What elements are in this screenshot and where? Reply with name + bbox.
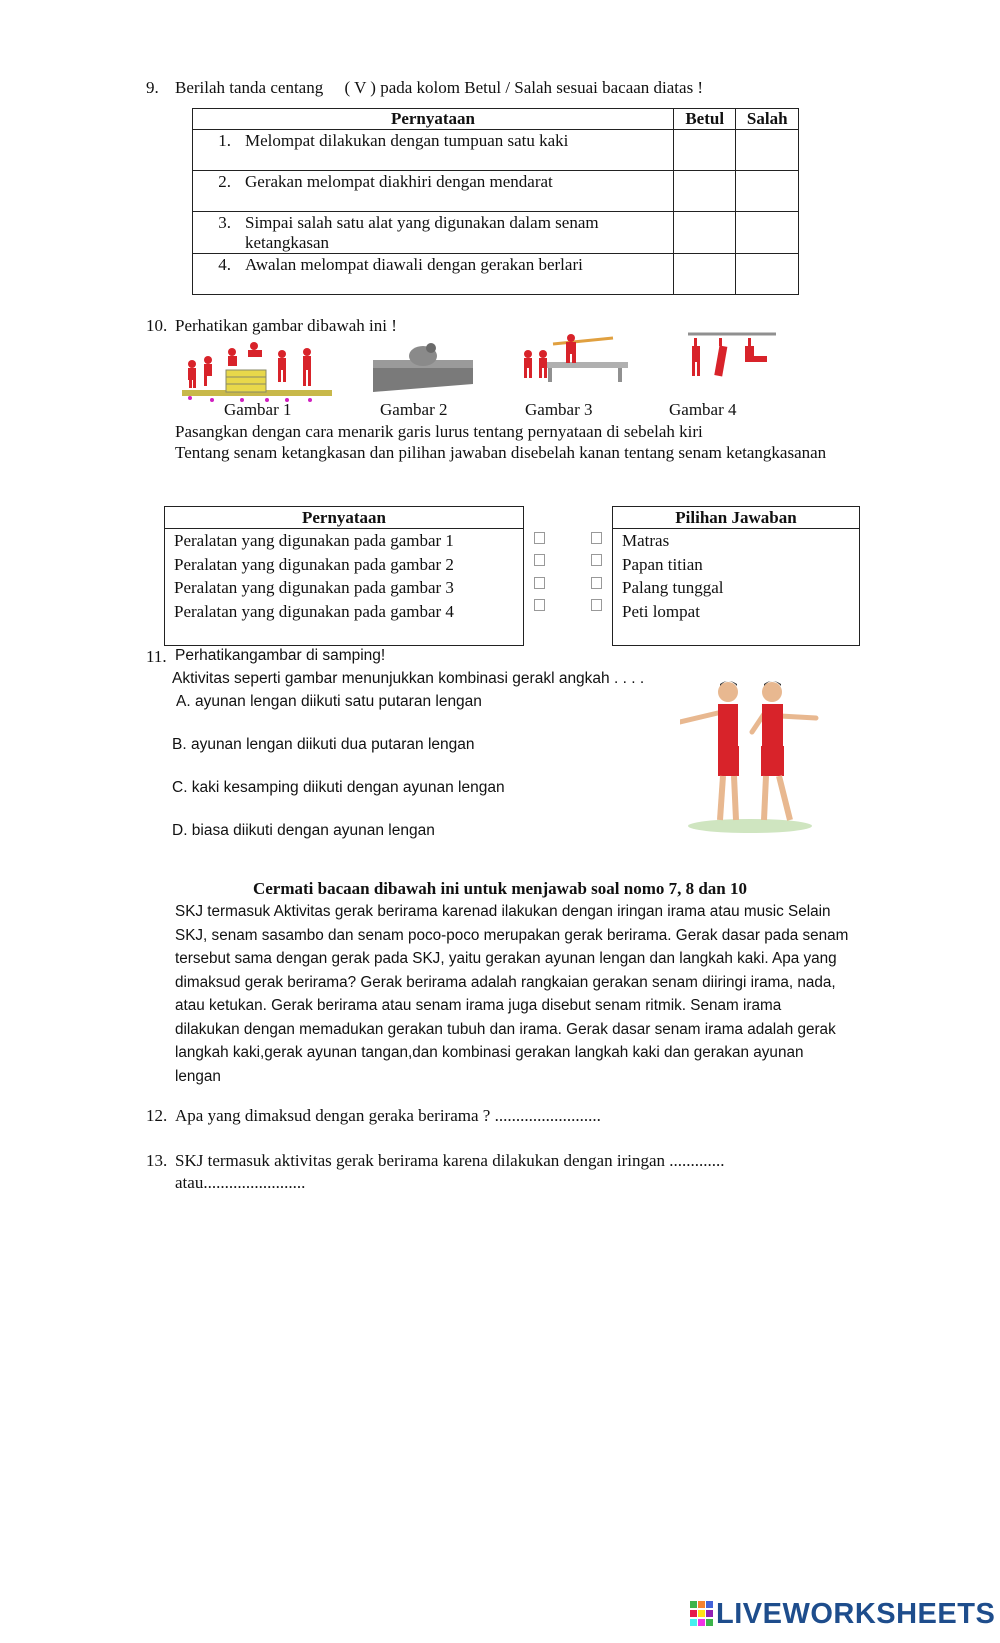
gambar-1-caption: Gambar 1 bbox=[224, 400, 292, 419]
q9-table bbox=[192, 108, 799, 295]
q12-number: 12. bbox=[146, 1106, 168, 1125]
reading-line: SKJ, senam sasambo dan senam poco-poco merupakan gerak berirama. Gerak dasar pada senam bbox=[175, 926, 849, 944]
gambar-2-mat-image bbox=[373, 340, 473, 392]
statement-item-4: Peralatan yang digunakan pada gambar 4 bbox=[174, 601, 454, 621]
answer-item-4: Peti lompat bbox=[622, 601, 700, 621]
q9-row bbox=[193, 254, 799, 295]
q11-option-d[interactable]: D. biasa diikuti dengan ayunan lengan bbox=[172, 822, 435, 839]
q9-row-text: Gerakan melompat diakhiri dengan mendarat bbox=[245, 172, 553, 191]
q11-option-c[interactable]: C. kaki kesamping diikuti dengan ayunan lengan bbox=[172, 779, 505, 796]
reading-line: tersebut sama dengan gerak pada SKJ, yaitu gerakan ayunan lengan dan langkah kaki. Apa yang bbox=[175, 950, 837, 967]
answer-box bbox=[612, 506, 860, 646]
statement-item-3: Peralatan yang digunakan pada gambar 3 bbox=[174, 578, 454, 597]
statement-item-2: Peralatan yang digunakan pada gambar 2 bbox=[174, 554, 454, 574]
reading-line: SKJ termasuk Aktivitas gerak berirama karenad ilakukan dengan iringan irama atau music Selain bbox=[175, 903, 831, 920]
right-match-point-4[interactable] bbox=[591, 599, 602, 611]
q9-salah-cell-2[interactable] bbox=[736, 171, 799, 212]
q11-number: 11. bbox=[146, 647, 167, 666]
q9-salah-cell-1[interactable] bbox=[736, 130, 799, 171]
gambar-1-vaulting-box-image bbox=[182, 340, 332, 402]
q11-option-b[interactable]: B. ayunan lengan diikuti dua putaran lengan bbox=[172, 736, 475, 753]
answer-item-2: Papan titian bbox=[622, 554, 703, 574]
reading-line: lengan bbox=[175, 1067, 221, 1085]
q10-instruction-1: Pasangkan dengan cara menarik garis lurus tentang pernyataan di sebelah kiri bbox=[175, 422, 703, 441]
q9-row-text: Awalan melompat diawali dengan gerakan berlari bbox=[245, 255, 583, 274]
q10-text: Perhatikan gambar dibawah ini ! bbox=[175, 316, 397, 335]
q13-text: SKJ termasuk aktivitas gerak berirama karena dilakukan dengan iringan ............. bbox=[175, 1151, 725, 1170]
reading-paragraph bbox=[175, 900, 848, 1088]
right-match-point-2[interactable] bbox=[591, 554, 602, 566]
left-match-point-2[interactable] bbox=[534, 554, 545, 566]
q12-text: Apa yang dimaksud dengan geraka berirama ? ......................... bbox=[175, 1106, 601, 1125]
statement-item-1: Peralatan yang digunakan pada gambar 1 bbox=[174, 531, 454, 550]
gambar-4-caption: Gambar 4 bbox=[669, 400, 737, 419]
q9-row-text: Melompat dilakukan dengan tumpuan satu kaki bbox=[245, 131, 569, 150]
q11-question: Aktivitas seperti gambar menunjukkan kombinasi gerakl angkah . . . . bbox=[172, 670, 645, 687]
q9-row-number: 4. bbox=[218, 255, 231, 274]
right-match-point-1[interactable] bbox=[591, 532, 602, 544]
right-match-point-3[interactable] bbox=[591, 577, 602, 589]
statement-box bbox=[164, 506, 524, 646]
q9-row-text: Simpai salah satu alat yang digunakan dalam senam ketangkasan bbox=[245, 213, 599, 252]
q10-instruction-2: Tentang senam ketangkasan dan pilihan jawaban disebelah kanan tentang senam ketangkasanan bbox=[175, 443, 827, 462]
q9-salah-cell-3[interactable] bbox=[736, 212, 799, 254]
answer-header: Pilihan Jawaban bbox=[613, 507, 859, 529]
gambar-2-caption: Gambar 2 bbox=[380, 400, 448, 419]
q9-header-betul: Betul bbox=[673, 109, 736, 130]
left-match-point-4[interactable] bbox=[534, 599, 545, 611]
q10-number: 10. bbox=[146, 316, 168, 335]
q9-header-salah: Salah bbox=[736, 109, 799, 130]
gambar-3-caption: Gambar 3 bbox=[525, 400, 593, 419]
reading-line: dilakukan dengan memadukan gerakan tubuh dan irama. Gerak dasar senam irama adalah gerak bbox=[175, 1020, 836, 1038]
q9-betul-cell-4[interactable] bbox=[673, 254, 736, 295]
q9-row bbox=[193, 130, 799, 171]
q9-row bbox=[193, 212, 799, 254]
left-match-point-3[interactable] bbox=[534, 577, 545, 589]
q9-betul-cell-3[interactable] bbox=[673, 212, 736, 254]
reading-line: langkah kaki,gerak ayunan tangan,dan kombinasi gerakan langkah kaki dan gerakan ayunan bbox=[175, 1044, 804, 1061]
q9-betul-cell-2[interactable] bbox=[673, 171, 736, 212]
gambar-4-horizontal-bar-image bbox=[688, 330, 778, 388]
q11-text: Perhatikangambar di samping! bbox=[175, 647, 386, 664]
q13-number: 13. bbox=[146, 1151, 168, 1170]
q9-betul-cell-1[interactable] bbox=[673, 130, 736, 171]
answer-item-3: Palang tunggal bbox=[622, 578, 724, 597]
liveworksheets-logo-text: LIVEWORKSHEETS bbox=[716, 1598, 996, 1630]
q11-exercise-figure bbox=[680, 672, 820, 834]
q9-text: Berilah tanda centang ( V ) pada kolom Betul / Salah sesuai bacaan diatas ! bbox=[175, 78, 704, 97]
q9-row bbox=[193, 171, 799, 212]
q11-option-a[interactable]: A. ayunan lengan diikuti satu putaran lengan bbox=[176, 693, 482, 710]
answer-item-1: Matras bbox=[622, 531, 670, 550]
q13-text-continued: atau........................ bbox=[175, 1173, 306, 1192]
q9-row-number: 1. bbox=[218, 131, 231, 150]
q9-number: 9. bbox=[146, 78, 159, 97]
q9-row-number: 2. bbox=[218, 172, 231, 191]
left-match-point-1[interactable] bbox=[534, 532, 545, 544]
gambar-3-balance-beam-image bbox=[523, 332, 633, 390]
statement-header: Pernyataan bbox=[165, 507, 523, 529]
reading-line: dimaksud gerak berirama? Gerak berirama adalah rangkaian gerakan senam diiringi irama, nada, bbox=[175, 973, 836, 991]
reading-title: Cermati bacaan dibawah ini untuk menjawab soal nomo 7, 8 dan 10 bbox=[252, 879, 748, 898]
q9-row-number: 3. bbox=[218, 213, 231, 232]
q9-header-statement: Pernyataan bbox=[193, 109, 674, 130]
q9-salah-cell-4[interactable] bbox=[736, 254, 799, 295]
reading-line: atau ketukan. Gerak berirama atau senam irama juga disebut senam ritmik. Senam irama bbox=[175, 997, 782, 1014]
liveworksheets-logo-icon bbox=[690, 1601, 714, 1627]
